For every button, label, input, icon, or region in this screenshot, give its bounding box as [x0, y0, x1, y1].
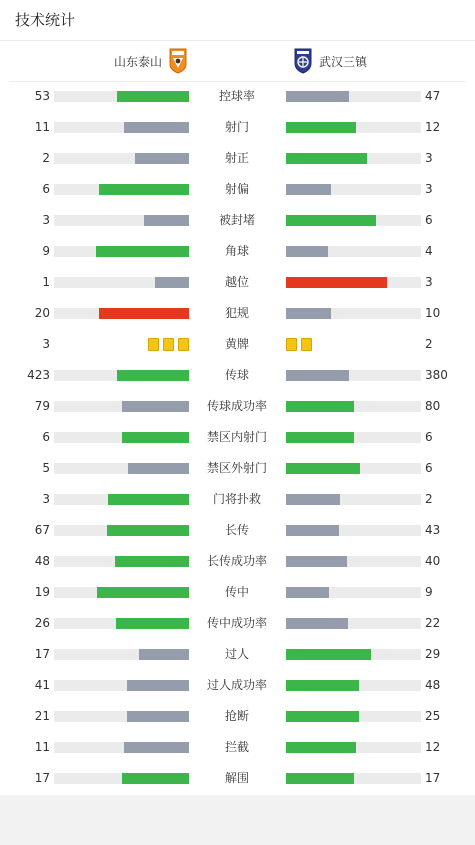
- away-stat-bar: [286, 432, 421, 443]
- away-stat-bar-fill: [286, 773, 354, 784]
- away-stat-value: 29: [425, 647, 441, 661]
- stat-label: 传球: [224, 368, 249, 382]
- home-stat-bar-fill: [116, 618, 189, 629]
- stat-row: [0, 577, 475, 608]
- stat-label: 长传成功率: [206, 554, 267, 568]
- stat-label: 射门: [224, 120, 249, 134]
- home-stat-value: 11: [34, 740, 50, 754]
- away-stat-bar-fill: [286, 308, 331, 319]
- away-stat-value: 22: [425, 616, 441, 630]
- teams-header: [9, 41, 466, 82]
- away-stat-bar-fill: [286, 153, 367, 164]
- stat-label: 传中: [224, 585, 249, 599]
- away-stat-value: 17: [425, 771, 441, 785]
- home-stat-bar: [54, 401, 189, 412]
- home-stat-bar: [54, 246, 189, 257]
- away-yellow-cards: [286, 338, 312, 352]
- away-stat-bar-fill: [286, 401, 354, 412]
- home-stat-bar-fill: [144, 215, 189, 226]
- stat-row: [0, 236, 475, 267]
- away-stat-bar: [286, 773, 421, 784]
- home-stat-value: 67: [34, 523, 50, 537]
- stat-row: [0, 608, 475, 639]
- stat-label: 越位: [224, 275, 249, 289]
- home-stat-bar-fill: [135, 153, 189, 164]
- home-stat-value: 26: [34, 616, 50, 630]
- away-stat-bar: [286, 587, 421, 598]
- home-stat-bar: [54, 649, 189, 660]
- stat-label: 长传: [224, 523, 249, 537]
- stat-label: 抢断: [224, 709, 249, 723]
- away-stat-value: 3: [425, 182, 433, 196]
- home-stat-value: 21: [34, 709, 50, 723]
- home-stat-bar: [54, 618, 189, 629]
- home-stat-value: 3: [42, 337, 50, 351]
- stat-label: 传球成功率: [206, 399, 267, 413]
- stat-row: [0, 422, 475, 453]
- away-stat-bar-fill: [286, 556, 347, 567]
- wuhan-three-towns-logo-icon: [293, 48, 313, 74]
- away-stat-value: 43: [425, 523, 441, 537]
- home-stat-value: 41: [34, 678, 50, 692]
- home-stat-bar: [54, 91, 189, 102]
- away-stat-bar: [286, 246, 421, 257]
- home-stat-value: 79: [34, 399, 50, 413]
- stat-row: [0, 81, 475, 112]
- stat-row: [0, 515, 475, 546]
- home-stat-value: 3: [42, 213, 50, 227]
- away-stat-bar: [286, 556, 421, 567]
- home-stat-bar-fill: [139, 649, 189, 660]
- home-stat-bar: [54, 370, 189, 381]
- home-stat-bar: [54, 215, 189, 226]
- stat-row: [0, 453, 475, 484]
- yellow-card-icon: [301, 338, 312, 351]
- away-stat-value: 25: [425, 709, 441, 723]
- home-stat-bar: [54, 277, 189, 288]
- away-stat-value: 48: [425, 678, 441, 692]
- home-stat-value: 20: [34, 306, 50, 320]
- home-stat-bar: [54, 742, 189, 753]
- away-stat-bar: [286, 618, 421, 629]
- away-stat-bar-fill: [286, 122, 356, 133]
- away-stat-value: 12: [425, 120, 441, 134]
- away-stat-bar: [286, 525, 421, 536]
- away-stat-value: 40: [425, 554, 441, 568]
- away-stat-value: 3: [425, 151, 433, 165]
- stat-label: 被封堵: [218, 213, 255, 227]
- home-stat-bar-fill: [108, 494, 189, 505]
- away-stat-bar-fill: [286, 463, 360, 474]
- away-stat-value: 10: [425, 306, 441, 320]
- home-stat-bar-fill: [99, 184, 189, 195]
- home-stat-bar-fill: [122, 401, 190, 412]
- home-stat-bar-fill: [122, 773, 190, 784]
- stat-row: [0, 174, 475, 205]
- home-stat-bar-fill: [122, 432, 190, 443]
- away-stat-bar-fill: [286, 587, 329, 598]
- home-stat-bar: [54, 711, 189, 722]
- stat-row: [0, 143, 475, 174]
- shandong-taishan-logo-icon: [168, 48, 188, 74]
- away-stat-bar-fill: [286, 370, 349, 381]
- away-stat-bar: [286, 308, 421, 319]
- away-stat-value: 380: [425, 368, 448, 382]
- away-stat-value: 6: [425, 213, 433, 227]
- home-stat-value: 6: [42, 182, 50, 196]
- away-stat-bar: [286, 401, 421, 412]
- away-stat-bar: [286, 184, 421, 195]
- home-stat-bar: [54, 463, 189, 474]
- away-stat-value: 6: [425, 430, 433, 444]
- away-stat-value: 6: [425, 461, 433, 475]
- stats-list: [0, 81, 475, 794]
- away-stat-bar-fill: [286, 91, 349, 102]
- home-stat-bar-fill: [124, 742, 189, 753]
- home-stat-bar-fill: [155, 277, 189, 288]
- away-stat-bar-fill: [286, 494, 340, 505]
- away-stat-bar-fill: [286, 525, 339, 536]
- home-stat-value: 5: [42, 461, 50, 475]
- away-stat-bar: [286, 649, 421, 660]
- section-title: 技术统计: [0, 0, 475, 41]
- home-stat-bar-fill: [117, 370, 189, 381]
- stat-row: [0, 391, 475, 422]
- home-yellow-cards: [148, 338, 189, 352]
- away-stat-bar: [286, 742, 421, 753]
- away-stat-value: 4: [425, 244, 433, 258]
- yellow-card-icon: [286, 338, 297, 351]
- home-stat-bar-fill: [99, 308, 189, 319]
- away-stat-bar-fill: [286, 742, 356, 753]
- home-stat-bar-fill: [115, 556, 189, 567]
- home-stat-bar: [54, 494, 189, 505]
- away-stat-bar-fill: [286, 618, 348, 629]
- stat-row: [0, 732, 475, 763]
- home-stat-bar: [54, 525, 189, 536]
- home-stat-value: 3: [42, 492, 50, 506]
- stat-label: 射偏: [224, 182, 249, 196]
- away-stat-bar: [286, 494, 421, 505]
- home-stat-value: 6: [42, 430, 50, 444]
- stat-row: [0, 267, 475, 298]
- home-stat-value: 53: [34, 89, 50, 103]
- home-stat-value: 48: [34, 554, 50, 568]
- home-stat-bar: [54, 122, 189, 133]
- away-stat-bar: [286, 215, 421, 226]
- home-stat-bar: [54, 773, 189, 784]
- stat-label: 传中成功率: [206, 616, 267, 630]
- away-stat-bar: [286, 680, 421, 691]
- away-stat-bar: [286, 463, 421, 474]
- home-stat-value: 17: [34, 771, 50, 785]
- stat-row: [0, 298, 475, 329]
- home-stat-value: 17: [34, 647, 50, 661]
- stat-row: [0, 546, 475, 577]
- stat-label: 禁区内射门: [206, 430, 267, 444]
- home-stat-bar-fill: [97, 587, 189, 598]
- away-stat-bar-fill: [286, 184, 331, 195]
- home-stat-value: 9: [42, 244, 50, 258]
- home-stat-bar: [54, 153, 189, 164]
- stat-label: 过人: [224, 647, 249, 661]
- home-stat-bar-fill: [107, 525, 189, 536]
- home-stat-bar: [54, 680, 189, 691]
- away-stat-value: 3: [425, 275, 433, 289]
- away-stat-bar: [286, 91, 421, 102]
- away-stat-bar: [286, 153, 421, 164]
- away-stat-value: 12: [425, 740, 441, 754]
- home-stat-bar: [54, 587, 189, 598]
- away-stat-bar-fill: [286, 680, 359, 691]
- stat-label: 控球率: [218, 89, 255, 103]
- away-stat-bar-fill: [286, 711, 359, 722]
- stat-row: [0, 639, 475, 670]
- away-stat-bar: [286, 711, 421, 722]
- home-stat-bar-fill: [124, 122, 189, 133]
- stat-row: [0, 763, 475, 794]
- stat-label: 犯规: [224, 306, 249, 320]
- stat-row: [0, 701, 475, 732]
- stat-row: [0, 670, 475, 701]
- away-stat-bar: [286, 122, 421, 133]
- away-stat-bar: [286, 370, 421, 381]
- away-team-name: 武汉三镇: [319, 54, 368, 69]
- stat-row: [0, 329, 475, 360]
- home-team-name: 山东泰山: [113, 54, 162, 69]
- home-stat-bar: [54, 308, 189, 319]
- away-stat-bar-fill: [286, 432, 354, 443]
- home-stat-value: 19: [34, 585, 50, 599]
- away-stat-value: 2: [425, 337, 433, 351]
- away-stat-bar-fill: [286, 215, 376, 226]
- yellow-card-icon: [148, 338, 159, 351]
- away-stat-value: 2: [425, 492, 433, 506]
- home-stat-value: 1: [42, 275, 50, 289]
- home-team[interactable]: [114, 41, 188, 81]
- stat-label: 解围: [224, 771, 249, 785]
- stat-label: 射正: [224, 151, 249, 165]
- stat-row: [0, 205, 475, 236]
- home-stat-bar-fill: [128, 463, 189, 474]
- stat-label: 角球: [224, 244, 249, 258]
- away-stat-value: 9: [425, 585, 433, 599]
- stat-label: 过人成功率: [206, 678, 267, 692]
- home-stat-value: 11: [34, 120, 50, 134]
- home-stat-value: 423: [27, 368, 50, 382]
- home-stat-bar: [54, 432, 189, 443]
- stat-label: 门将扑救: [212, 492, 261, 506]
- home-stat-bar: [54, 184, 189, 195]
- away-team[interactable]: [293, 41, 367, 81]
- stat-label: 拦截: [224, 740, 249, 754]
- stat-row: [0, 112, 475, 143]
- home-stat-bar-fill: [127, 711, 189, 722]
- stat-label: 禁区外射门: [206, 461, 267, 475]
- away-stat-value: 80: [425, 399, 441, 413]
- yellow-card-icon: [163, 338, 174, 351]
- away-stat-bar-fill: [286, 246, 328, 257]
- home-stat-bar-fill: [127, 680, 189, 691]
- stat-row: [0, 360, 475, 391]
- away-stat-bar: [286, 277, 421, 288]
- home-stat-bar-fill: [96, 246, 189, 257]
- away-stat-bar-fill: [286, 277, 387, 288]
- stat-label: 黄牌: [224, 337, 249, 351]
- away-stat-bar-fill: [286, 649, 371, 660]
- away-stat-value: 47: [425, 89, 441, 103]
- home-stat-bar: [54, 556, 189, 567]
- stat-row: [0, 484, 475, 515]
- home-stat-value: 2: [42, 151, 50, 165]
- home-stat-bar-fill: [117, 91, 189, 102]
- yellow-card-icon: [178, 338, 189, 351]
